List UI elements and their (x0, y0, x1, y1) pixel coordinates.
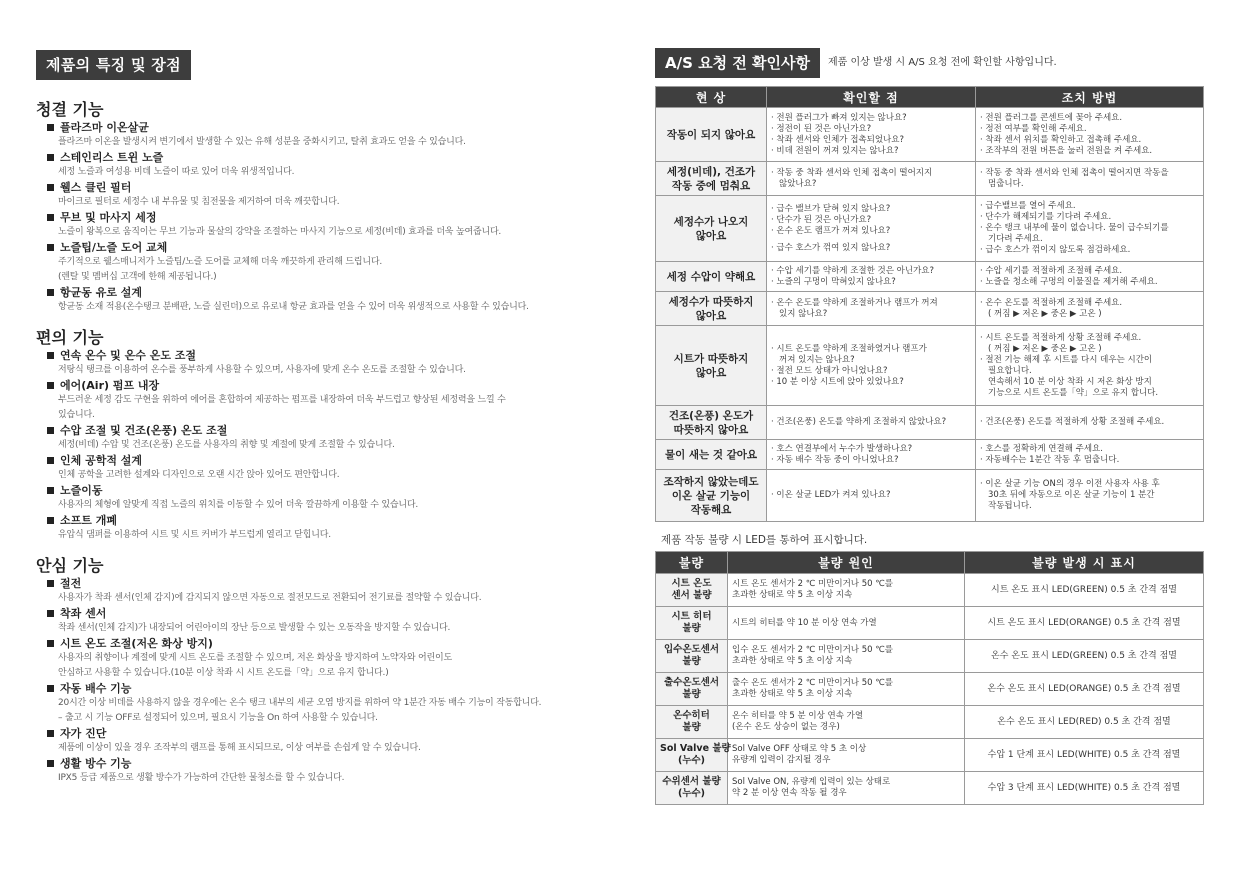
feature-item (47, 453, 616, 483)
fault-cause-line: (온수 온도 상승이 없는 경우) (732, 722, 840, 732)
action-cell (976, 326, 1204, 406)
action-cell (976, 196, 1204, 262)
fault-name-line: 센서 불량 (671, 590, 712, 601)
feature-item (47, 513, 616, 543)
symptom-cell (656, 406, 767, 440)
feature-description: 사용자가 착좌 센서(인체 감지)에 감지되지 않으면 자동으로 절전모드로 전환되어 전기료를 절약할 수 있습니다. (58, 593, 482, 603)
led-table-body (656, 574, 1204, 805)
feature-title (47, 483, 616, 498)
symptom-line: 세정수가 나오지 (673, 215, 749, 228)
as-row (656, 326, 1204, 406)
symptom-line: 않아요 (695, 309, 727, 322)
as-row (656, 470, 1204, 522)
fault-cause-cell (728, 706, 965, 739)
check-line: · 급수 호스가 꺾여 있지 않나요? (771, 242, 891, 253)
feature-item (47, 150, 616, 180)
feature-title-text: 소프트 개폐 (60, 514, 117, 527)
feature-title (47, 348, 616, 363)
feature-title (47, 726, 616, 741)
check-line: · 절전 모드 상태가 아니었나요? (771, 365, 888, 376)
feature-item (47, 636, 616, 681)
as-row (656, 292, 1204, 326)
led-table-header-row (656, 552, 1204, 574)
led-row (656, 673, 1204, 706)
fault-name-line: 불량 (682, 656, 701, 667)
group-title: 안심 기능 (36, 556, 104, 575)
feature-description: 20시간 이상 비데를 사용하지 않을 경우에는 온수 탱크 내부의 세균 오염 방지를 위하여 약 1분간 자동 배수 기능이 작동합니다. (58, 698, 542, 708)
square-bullet-icon (47, 760, 54, 767)
check-cell (767, 262, 976, 292)
fault-cause-cell (728, 673, 965, 706)
header-action: 조치 방법 (976, 87, 1204, 108)
fault-name-line: 불량 (682, 689, 701, 700)
fault-cause-line: 약 2 분 이상 연속 작동 될 경우 (732, 788, 847, 798)
action-line: 기다려 주세요. (988, 234, 1043, 244)
feature-description: 사용자의 취향이나 계절에 맞게 시트 온도를 조절할 수 있으며, 저온 화상을 방지하여 노약자와 어린이도 (58, 653, 453, 663)
led-row (656, 607, 1204, 640)
symptom-cell (656, 262, 767, 292)
check-line: · 시트 온도를 약하게 조절하였거나 램프가 (771, 343, 927, 354)
symptom-line: 세정 수압이 약해요 (666, 270, 756, 283)
feature-item (47, 285, 616, 315)
square-bullet-icon (47, 730, 54, 737)
fault-name-cell (656, 739, 731, 772)
feature-item (47, 210, 616, 240)
check-line: 꺼져 있지는 않나요? (779, 354, 855, 365)
feature-title-text: 절전 (60, 577, 82, 590)
as-row (656, 406, 1204, 440)
feature-title-text: 자가 진단 (60, 727, 107, 740)
square-bullet-icon (47, 610, 54, 617)
fault-display-cell: 온수 온도 표시 LED(RED) 0.5 초 간격 점멸 (965, 706, 1204, 739)
feature-description: 부드러운 세정 감도 구현을 위하여 에어를 혼합하여 제공하는 펌프를 내장하여 더욱 부드럽고 향상된 세정력을 느낄 수 (58, 395, 506, 405)
fault-cause-line: 출수 온도 센서가 2 ℃ 미만이거나 50 ℃를 (732, 678, 893, 688)
feature-description: 유압식 댐퍼를 이용하여 시트 및 시트 커버가 부드럽게 열리고 닫힙니다. (58, 530, 331, 540)
feature-description: 착좌 센서(인체 감지)가 내장되어 어린아이의 장난 등으로 발생할 수 있는 오동작을 방지할 수 있습니다. (58, 623, 451, 633)
symptom-cell (656, 440, 767, 470)
fault-cause-line: 초과한 상태로 약 5 초 이상 지속 (732, 689, 853, 699)
feature-title-text: 자동 배수 기능 (60, 682, 132, 695)
action-line: 연속해서 10 분 이상 착좌 시 저온 화상 방지 (988, 376, 1152, 387)
feature-item (47, 606, 616, 636)
fault-name-line: 시트 히터 (671, 611, 712, 622)
symptom-line: 따뜻하지 않아요 (673, 423, 749, 436)
as-row (656, 262, 1204, 292)
square-bullet-icon (47, 289, 54, 296)
check-line: · 전원 플러그가 빠져 있지는 않나요? (771, 112, 907, 123)
action-cell (976, 406, 1204, 440)
check-line: 있지 않나요? (779, 308, 828, 319)
symptom-cell (656, 196, 767, 262)
check-line: 않았나요? (779, 178, 817, 189)
feature-title (47, 285, 616, 300)
fault-cause-cell (728, 640, 965, 673)
symptom-line: 세정(비데), 건조가 (666, 165, 756, 178)
square-bullet-icon (47, 685, 54, 692)
square-bullet-icon (47, 457, 54, 464)
action-line: 멈춥니다. (988, 178, 1024, 189)
fault-cause-line: 유량계 입력이 감지될 경우 (732, 755, 831, 765)
check-cell (767, 162, 976, 196)
feature-title-text: 시트 온도 조절(저온 화상 방지) (60, 637, 213, 650)
feature-description: 사용자의 체형에 알맞게 직접 노즐의 위치를 이동할 수 있어 더욱 깔끔하게 이용할 수 있습니다. (58, 500, 419, 510)
check-cell (767, 196, 976, 262)
fault-name-line: 불량 (682, 623, 701, 634)
feature-description: 저탕식 탱크를 이용하여 온수를 풍부하게 사용할 수 있으며, 사용자에 맞게 온수 온도를 조절할 수 있습니다. (58, 365, 466, 375)
header-display: 불량 발생 시 표시 (965, 552, 1204, 574)
feature-title (47, 453, 616, 468)
fault-name-line: (누수) (677, 755, 706, 766)
feature-title (47, 378, 616, 393)
fault-display-cell: 온수 온도 표시 LED(GREEN) 0.5 초 간격 점멸 (965, 640, 1204, 673)
action-line: 작동됩니다. (988, 501, 1032, 511)
feature-title (47, 120, 616, 135)
fault-name-cell (656, 574, 728, 607)
features-section-title: 제품의 특징 및 장점 (36, 50, 191, 80)
feature-title (47, 150, 616, 165)
symptom-line: 물이 새는 것 같아요 (664, 448, 758, 461)
feature-title-text: 생활 방수 기능 (60, 757, 132, 770)
fault-cause-line: Sol Valve OFF 상태로 약 5 초 이상 (732, 744, 867, 754)
action-cell (976, 162, 1204, 196)
square-bullet-icon (47, 640, 54, 647)
square-bullet-icon (47, 184, 54, 191)
check-line: · 급수 밸브가 닫혀 있지 않나요? (771, 203, 891, 214)
feature-item (47, 576, 616, 606)
feature-title-text: 연속 온수 및 온수 온도 조절 (60, 349, 197, 362)
check-line: · 자동 배수 작동 중이 아니었나요? (771, 454, 899, 465)
as-row (656, 196, 1204, 262)
action-line: · 노즐을 청소해 구멍의 이물질을 제거해 주세요. (980, 276, 1158, 287)
as-row (656, 440, 1204, 470)
square-bullet-icon (47, 427, 54, 434)
header-check: 확인할 점 (767, 87, 976, 108)
fault-name-line: 시트 온도 (671, 578, 712, 589)
check-line: · 호스 연결부에서 누수가 발생하나요? (771, 443, 913, 454)
check-line: · 비데 전원이 꺼져 있지는 않나요? (771, 145, 899, 156)
fault-display-cell: 시트 온도 표시 LED(ORANGE) 0.5 초 간격 점멸 (965, 607, 1204, 640)
as-row (656, 108, 1204, 162)
feature-item (47, 378, 616, 423)
check-line: · 작동 중 착좌 센서와 인체 접촉이 떨어지지 (771, 167, 933, 178)
square-bullet-icon (47, 244, 54, 251)
led-row (656, 574, 1204, 607)
as-table-body (656, 108, 1204, 522)
action-line: · 급수밸브를 열어 주세요. (980, 201, 1076, 211)
fault-cause-line: 입수 온도 센서가 2 ℃ 미만이거나 50 ℃를 (732, 645, 893, 655)
action-line: 필요합니다. (988, 365, 1032, 376)
feature-title-text: 인체 공학적 설계 (60, 454, 143, 467)
check-line: · 건조(온풍) 온도를 약하게 조절하지 않았나요? (771, 417, 947, 427)
symptom-line: 않아요 (695, 229, 727, 242)
symptom-line: 조작하지 않았는데도 (663, 475, 759, 488)
fault-cause-line: 초과한 상태로 약 5 초 이상 지속 (732, 590, 853, 600)
check-line: · 이온 살균 LED가 켜져 있나요? (771, 490, 891, 500)
feature-title-text: 착좌 센서 (60, 607, 107, 620)
fault-cause-line: 시트 온도 센서가 2 ℃ 미만이거나 50 ℃를 (732, 579, 893, 589)
feature-title (47, 240, 616, 255)
action-line: · 온수 온도를 적절하게 조절해 주세요. (980, 297, 1123, 308)
fault-name-cell (656, 640, 728, 673)
action-cell (976, 440, 1204, 470)
led-fault-table (655, 551, 1204, 805)
features-page (36, 50, 616, 786)
fault-name-line: 수위센서 불량 (662, 776, 721, 787)
action-cell (976, 108, 1204, 162)
action-line: · 자동배수는 1분간 작동 후 멈춥니다. (980, 454, 1120, 465)
feature-title-text: 에어(Air) 펌프 내장 (60, 379, 160, 392)
feature-description: 인체 공학을 고려한 설계와 디자인으로 오랜 시간 앉아 있어도 편안합니다. (58, 470, 340, 480)
feature-title-text: 노즐팁/노즐 도어 교체 (60, 241, 168, 254)
led-row (656, 739, 1204, 772)
check-line: · 수압 세기를 약하게 조절한 것은 아닌가요? (771, 265, 935, 276)
symptom-line: 이온 살균 기능이 (671, 489, 751, 502)
fault-cause-cell (728, 739, 965, 772)
square-bullet-icon (47, 214, 54, 221)
action-cell (976, 470, 1204, 522)
feature-item (47, 726, 616, 756)
check-line: · 정전이 된 것은 아닌가요? (771, 123, 872, 134)
symptom-line: 세정수가 따뜻하지 (668, 295, 754, 308)
symptom-line: 건조(온풍) 온도가 (668, 409, 754, 422)
fault-cause-line: Sol Valve ON, 유량계 입력이 있는 상태로 (732, 777, 891, 787)
feature-description: 마이크로 필터로 세정수 내 부유물 및 침전물을 제거하여 더욱 깨끗합니다. (58, 197, 340, 207)
action-cell (976, 262, 1204, 292)
feature-description: 세정 노즐과 여성용 비데 노즐이 따로 있어 더욱 위생적입니다. (58, 167, 295, 177)
feature-title-text: 스테인리스 트윈 노즐 (60, 151, 164, 164)
feature-description: – 출고 시 기능 OFF로 설정되어 있으며, 필요시 기능을 On 하여 사용할 수 있습니다. (58, 713, 378, 723)
symptom-line: 작동해요 (690, 503, 732, 516)
action-line: · 이온 살균 기능 ON의 경우 이전 사용자 사용 후 (980, 479, 1160, 489)
fault-name-line: 불량 (682, 722, 701, 733)
feature-title-text: 웰스 클린 필터 (60, 181, 132, 194)
header-fault: 불량 (656, 552, 728, 574)
symptom-cell (656, 292, 767, 326)
feature-description: 제품에 이상이 있을 경우 조작부의 램프를 통해 표시되므로, 이상 여부를 손쉽게 알 수 있습니다. (58, 743, 421, 753)
feature-title-text: 무브 및 마사지 세정 (60, 211, 157, 224)
action-line: · 조작부의 전원 버튼을 눌러 전원을 켜 주세요. (980, 145, 1153, 156)
fault-cause-cell (728, 772, 965, 805)
action-cell (976, 292, 1204, 326)
check-line: · 착좌 센서와 인체가 접촉되었나요? (771, 134, 904, 145)
check-cell (767, 326, 976, 406)
feature-title (47, 681, 616, 696)
fault-cause-line: 초과한 상태로 약 5 초 이상 지속 (732, 656, 853, 666)
feature-title (47, 606, 616, 621)
check-cell (767, 406, 976, 440)
check-line: · 10 분 이상 시트에 앉아 있었나요? (771, 376, 904, 387)
action-line: · 건조(온풍) 온도를 적절하게 상황 조절해 주세요. (980, 417, 1165, 427)
check-cell (767, 292, 976, 326)
square-bullet-icon (47, 154, 54, 161)
feature-description: (렌탈 및 멤버십 고객에 한해 제공됩니다.) (58, 272, 217, 282)
fault-cause-cell (728, 607, 965, 640)
action-line: · 착좌 센서 위치를 확인하고 접촉해 주세요. (980, 134, 1142, 145)
check-cell (767, 108, 976, 162)
feature-group (36, 555, 616, 786)
feature-title-text: 항균동 유로 설계 (60, 286, 143, 299)
action-line: 30초 뒤에 자동으로 이온 살균 기능이 1 분간 (988, 490, 1155, 500)
feature-description: 안심하고 사용할 수 있습니다.(10분 이상 착좌 시 시트 온도를「약」으로 유지 합니다.) (58, 668, 389, 678)
feature-description: IPX5 등급 제품으로 생활 방수가 가능하여 간단한 물청소를 할 수 있습니다. (58, 773, 345, 783)
header-symptom: 현 상 (656, 87, 767, 108)
symptom-line: 시트가 따뜻하지 (673, 352, 749, 365)
feature-group (36, 327, 616, 543)
symptom-line: 작동이 되지 않아요 (666, 128, 756, 141)
check-cell (767, 470, 976, 522)
led-caption: 제품 작동 불량 시 LED를 통하여 표시합니다. (661, 534, 868, 546)
action-line: · 급수 호스가 꺾이지 않도록 점검하세요. (980, 245, 1131, 255)
fault-name-line: 온수히터 (673, 710, 710, 721)
as-section-title: A/S 요청 전 확인사항 (655, 48, 820, 78)
feature-title (47, 513, 616, 528)
feature-description: 주기적으로 웰스매니저가 노즐팁/노즐 도어를 교체해 더욱 깨끗하게 관리해 드립니다. (58, 257, 383, 267)
symptom-line: 않아요 (695, 366, 727, 379)
feature-title (47, 180, 616, 195)
action-line: ( 꺼짐 ▶ 저온 ▶ 중온 ▶ 고온 ) (988, 308, 1102, 319)
action-line: · 온수 탱크 내부에 물이 없습니다. 물이 급수되기를 (980, 223, 1169, 233)
group-title: 청결 기능 (36, 100, 104, 119)
fault-name-line: 출수온도센서 (663, 677, 720, 688)
action-line: · 시트 온도를 적절하게 상황 조절해 주세요. (980, 332, 1142, 343)
fault-display-cell: 수압 1 단계 표시 LED(WHITE) 0.5 초 간격 점멸 (965, 739, 1204, 772)
feature-description: 있습니다. (58, 410, 95, 420)
as-check-table (655, 86, 1204, 522)
action-line: · 수압 세기를 적절하게 조절해 주세요. (980, 265, 1123, 276)
feature-item (47, 483, 616, 513)
square-bullet-icon (47, 124, 54, 131)
fault-display-cell: 수압 3 단계 표시 LED(WHITE) 0.5 초 간격 점멸 (965, 772, 1204, 805)
symptom-cell (656, 162, 767, 196)
check-line: · 온수 온도 램프가 꺼져 있나요? (771, 225, 891, 236)
feature-item (47, 120, 616, 150)
symptom-cell (656, 108, 767, 162)
feature-title (47, 576, 616, 591)
feature-item (47, 348, 616, 378)
square-bullet-icon (47, 352, 54, 359)
fault-name-line: 입수온도센서 (663, 644, 720, 655)
action-line: ( 꺼짐 ▶ 저온 ▶ 중온 ▶ 고온 ) (988, 343, 1102, 354)
square-bullet-icon (47, 580, 54, 587)
fault-name-cell (656, 706, 728, 739)
feature-title (47, 636, 616, 651)
feature-description: 세정(비데) 수압 및 건조(온풍) 온도를 사용자의 취향 및 계절에 맞게 조절할 수 있습니다. (58, 440, 395, 450)
fault-display-cell: 시트 온도 표시 LED(GREEN) 0.5 초 간격 점멸 (965, 574, 1204, 607)
header-cause: 불량 원인 (728, 552, 965, 574)
action-line: · 작동 중 착좌 센서와 인체 접촉이 떨어지면 작동을 (980, 167, 1169, 178)
symptom-cell (656, 326, 767, 406)
action-line: · 호스를 정확하게 연결해 주세요. (980, 443, 1103, 454)
feature-title (47, 756, 616, 771)
action-line: · 전원 플러그를 콘센트에 꽂아 주세요. (980, 112, 1123, 123)
feature-title (47, 423, 616, 438)
feature-item (47, 681, 616, 726)
group-title: 편의 기능 (36, 328, 104, 347)
feature-item (47, 240, 616, 285)
feature-title-text: 플라즈마 이온살균 (60, 121, 149, 134)
check-cell (767, 440, 976, 470)
fault-cause-line: 온수 히터를 약 5 분 이상 연속 가열 (732, 711, 864, 721)
as-row (656, 162, 1204, 196)
as-subtitle: 제품 이상 발생 시 A/S 요청 전에 확인할 사항입니다. (828, 56, 1057, 68)
as-table-header-row (656, 87, 1204, 108)
feature-title-text: 수압 조절 및 건조(온풍) 온도 조절 (60, 424, 228, 437)
feature-item (47, 756, 616, 786)
fault-cause-cell (728, 574, 965, 607)
symptom-line: 작동 중에 멈춰요 (671, 179, 751, 192)
led-row (656, 706, 1204, 739)
feature-description: 노즐이 왕복으로 움직이는 무브 기능과 물살의 강약을 조절하는 마사지 기능으로 세정(비데) 효과를 더욱 높여줍니다. (58, 227, 502, 237)
feature-description: 항균동 소재 적용(온수탱크 분배판, 노즐 실린더)으로 유로내 항균 효과를 얻을 수 있어 더욱 위생적으로 사용할 수 있습니다. (58, 302, 529, 312)
square-bullet-icon (47, 382, 54, 389)
fault-name-cell (656, 673, 728, 706)
fault-name-line: (누수) (677, 788, 706, 799)
as-header (655, 50, 1205, 76)
action-line: · 정전 여부를 확인해 주세요. (980, 123, 1087, 134)
feature-groups (36, 99, 616, 786)
feature-item (47, 180, 616, 210)
check-line: · 단수가 된 것은 아닌가요? (771, 214, 872, 225)
action-line: 기능으로 시트 온도를「약」으로 유지 합니다. (988, 387, 1159, 398)
feature-item (47, 423, 616, 453)
led-row (656, 772, 1204, 805)
fault-display-cell: 온수 온도 표시 LED(ORANGE) 0.5 초 간격 점멸 (965, 673, 1204, 706)
fault-name-cell (656, 772, 728, 805)
action-line: · 절전 기능 해제 후 시트를 다시 데우는 시간이 (980, 354, 1153, 365)
square-bullet-icon (47, 487, 54, 494)
fault-name-cell (656, 607, 728, 640)
check-line: · 온수 온도를 약하게 조절하거나 램프가 꺼져 (771, 297, 938, 308)
feature-group (36, 99, 616, 315)
led-row (656, 640, 1204, 673)
feature-title (47, 210, 616, 225)
check-line: · 노즐의 구멍이 막혀있지 않나요? (771, 276, 896, 287)
action-line: · 단수가 해제되기를 기다려 주세요. (980, 212, 1112, 222)
feature-title-text: 노즐이동 (60, 484, 103, 497)
fault-name-line: Sol Valve 불량 (660, 743, 731, 754)
fault-cause-line: 시트의 히터를 약 10 분 이상 연속 가열 (732, 617, 877, 628)
symptom-cell (656, 470, 767, 522)
feature-description: 플라즈마 이온을 발생시켜 변기에서 발생할 수 있는 유해 성분을 중화시키고, 탈취 효과도 얻을 수 있습니다. (58, 137, 466, 147)
as-page (655, 50, 1205, 805)
square-bullet-icon (47, 517, 54, 524)
